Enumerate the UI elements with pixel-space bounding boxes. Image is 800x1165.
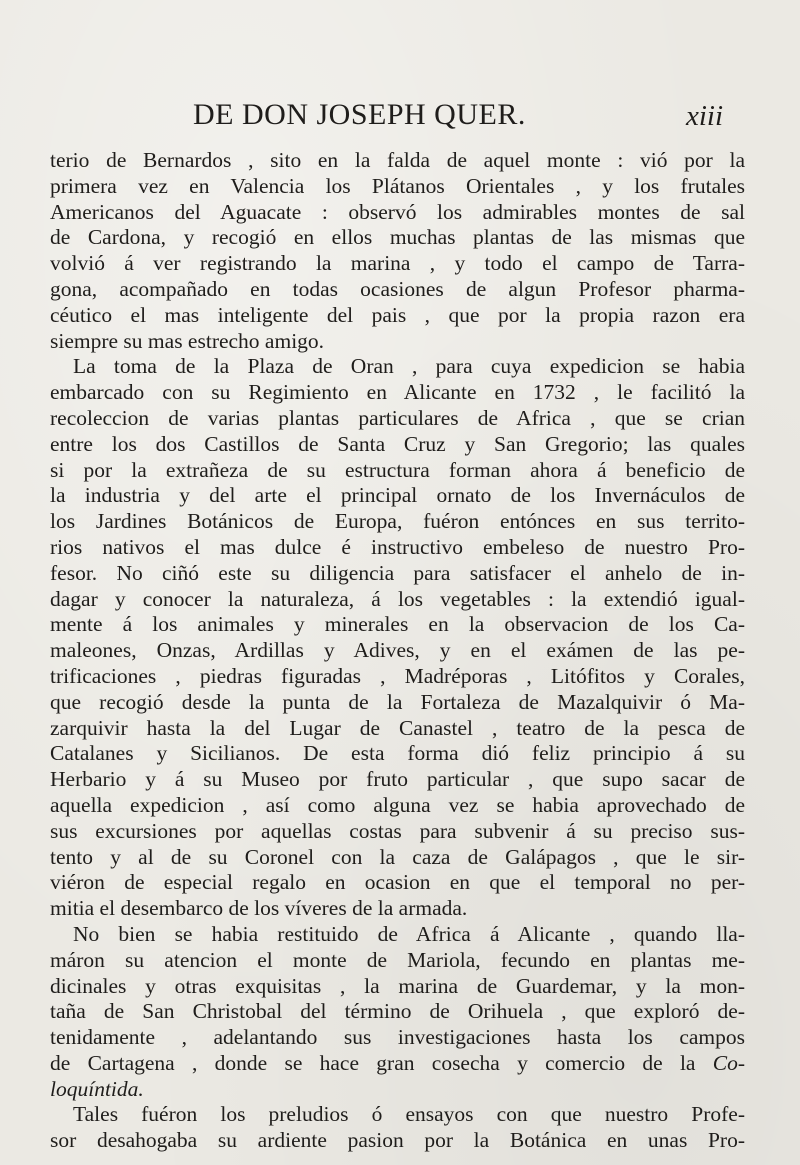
page-header	[0, 98, 800, 138]
text-line-content: terio de Bernardos , sito en la falda de aquel monte : vió por la	[50, 148, 745, 172]
text-line	[50, 1128, 745, 1154]
text-line	[50, 638, 745, 664]
text-line-content: Herbario y á su Museo por fruto particular , que supo sacar de	[50, 767, 745, 792]
text-line	[50, 561, 745, 587]
text-line	[50, 432, 745, 458]
text-line-content: zarquivir hasta la del Lugar de Canastel , teatro de la pesca de	[50, 715, 745, 740]
text-line-content: entre los dos Castillos de Santa Cruz y San Gregorio; las quales	[50, 431, 745, 456]
text-line	[50, 690, 745, 716]
text-line	[50, 845, 745, 871]
text-line-content: dicinales y otras exquisitas , la marina de Guardemar, y la mon-	[50, 973, 745, 998]
italic-word: Co-	[712, 1050, 745, 1075]
text-line-content: sor desahogaba su ardiente pasion por la Botánica en unas Pro-	[50, 1128, 745, 1153]
text-line-content: tenidamente , adelantando sus investigaciones hasta los campos	[50, 1025, 745, 1050]
text-line	[50, 535, 745, 561]
text-line	[50, 974, 745, 1000]
text-line-content: primera vez en Valencia los Plátanos Orientales , y los frutales	[50, 173, 745, 198]
text-line-content: tento y al de su Coronel con la caza de Galápagos , que le sir-	[50, 844, 745, 869]
text-line	[50, 999, 745, 1025]
running-title: DE DON JOSEPH QUER.	[193, 98, 526, 131]
text-line	[50, 922, 745, 948]
text-line	[50, 716, 745, 742]
text-line-content: loquíntida.	[50, 1076, 144, 1101]
text-line	[50, 664, 745, 690]
text-line	[50, 1051, 745, 1077]
text-line	[50, 483, 745, 509]
page-number: xiii	[686, 100, 724, 132]
text-line-content: Americanos del Aguacate : observó los admirables montes de sal	[50, 199, 745, 224]
text-line-content: La toma de la Plaza de Oran , para cuya expedicion se habia	[73, 354, 745, 379]
text-line-content: volvió á ver registrando la marina , y todo el campo de Tarra-	[50, 251, 745, 276]
text-line-content: que recogió desde la punta de la Fortaleza de Mazalquivir ó Ma-	[50, 689, 745, 714]
text-line-content: maleones, Onzas, Ardillas y Adives, y en el exámen de las pe-	[50, 638, 745, 663]
text-line	[50, 200, 745, 226]
text-line	[50, 948, 745, 974]
text-line-content: trificaciones , piedras figuradas , Madréporas , Litófitos y Corales,	[50, 663, 745, 688]
text-line	[50, 896, 745, 922]
text-line-content: máron su atencion el monte de Mariola, fecundo en plantas me-	[50, 947, 745, 972]
text-line-content: Tales fuéron los preludios ó ensayos con que nuestro Profe-	[73, 1102, 745, 1127]
text-line-content: mitia el desembarco de los víveres de la armada.	[50, 896, 468, 921]
text-line	[50, 612, 745, 638]
text-line	[50, 587, 745, 613]
text-line	[50, 225, 745, 251]
text-line	[50, 1025, 745, 1051]
text-line-content: la industria y del arte el principal ornato de los Invernáculos de	[50, 483, 745, 508]
text-line	[50, 1102, 745, 1128]
text-line	[50, 767, 745, 793]
text-line	[50, 303, 745, 329]
text-line-content: rios nativos el mas dulce é instructivo embeleso de nuestro Pro-	[50, 534, 745, 559]
body-text	[50, 148, 745, 1154]
text-line	[50, 741, 745, 767]
text-line-content: céutico el mas inteligente del pais , que por la propia razon era	[50, 302, 745, 327]
text-line-content: dagar y conocer la naturaleza, á los vegetables : la extendió igual-	[50, 586, 745, 611]
text-line-content: si por la extrañeza de su estructura forman ahora á beneficio de	[50, 457, 745, 482]
text-line-content: sus excursiones por aquellas costas para subvenir á su preciso sus-	[50, 818, 745, 843]
text-line-content: No bien se habia restituido de Africa á Alicante , quando lla-	[73, 921, 745, 946]
text-line	[50, 793, 745, 819]
text-line-content: taña de San Christobal del término de Orihuela , que exploró de-	[50, 999, 745, 1024]
text-line	[50, 148, 745, 174]
text-line-content: de Cardona, y recogió en ellos muchas plantas de las mismas que	[50, 225, 745, 250]
text-line	[50, 174, 745, 200]
text-line-content: fesor. No ciñó este su diligencia para satisfacer el anhelo de in-	[50, 560, 745, 585]
text-line-content: aquella expedicion , así como alguna vez se habia aprovechado de	[50, 792, 745, 817]
text-line	[50, 870, 745, 896]
text-line-content: viéron de especial regalo en ocasion en que el temporal no per-	[50, 870, 745, 895]
text-line	[50, 380, 745, 406]
text-line-content: siempre su mas estrecho amigo.	[50, 328, 325, 353]
text-line-content: gona, acompañado en todas ocasiones de algun Profesor pharma-	[50, 276, 745, 301]
text-line-content: Catalanes y Sicilianos. De esta forma dió feliz principio á su	[50, 741, 745, 766]
text-line-content: los Jardines Botánicos de Europa, fuéron entónces en sus territo-	[50, 509, 745, 534]
text-line	[50, 329, 745, 355]
text-line-content: recoleccion de varias plantas particulares de Africa , que se crian	[50, 405, 745, 430]
text-line	[50, 1077, 745, 1103]
text-line	[50, 458, 745, 484]
text-line	[50, 354, 745, 380]
text-line	[50, 819, 745, 845]
text-line	[50, 277, 745, 303]
text-line	[50, 251, 745, 277]
text-line-content: de Cartagena , donde se hace gran cosecha y comercio de la	[50, 1050, 696, 1075]
text-line-content: mente á los animales y minerales en la observacion de los Ca-	[50, 612, 745, 637]
text-line-content: embarcado con su Regimiento en Alicante en 1732 , le facilitó la	[50, 380, 745, 405]
text-line	[50, 406, 745, 432]
text-line	[50, 509, 745, 535]
